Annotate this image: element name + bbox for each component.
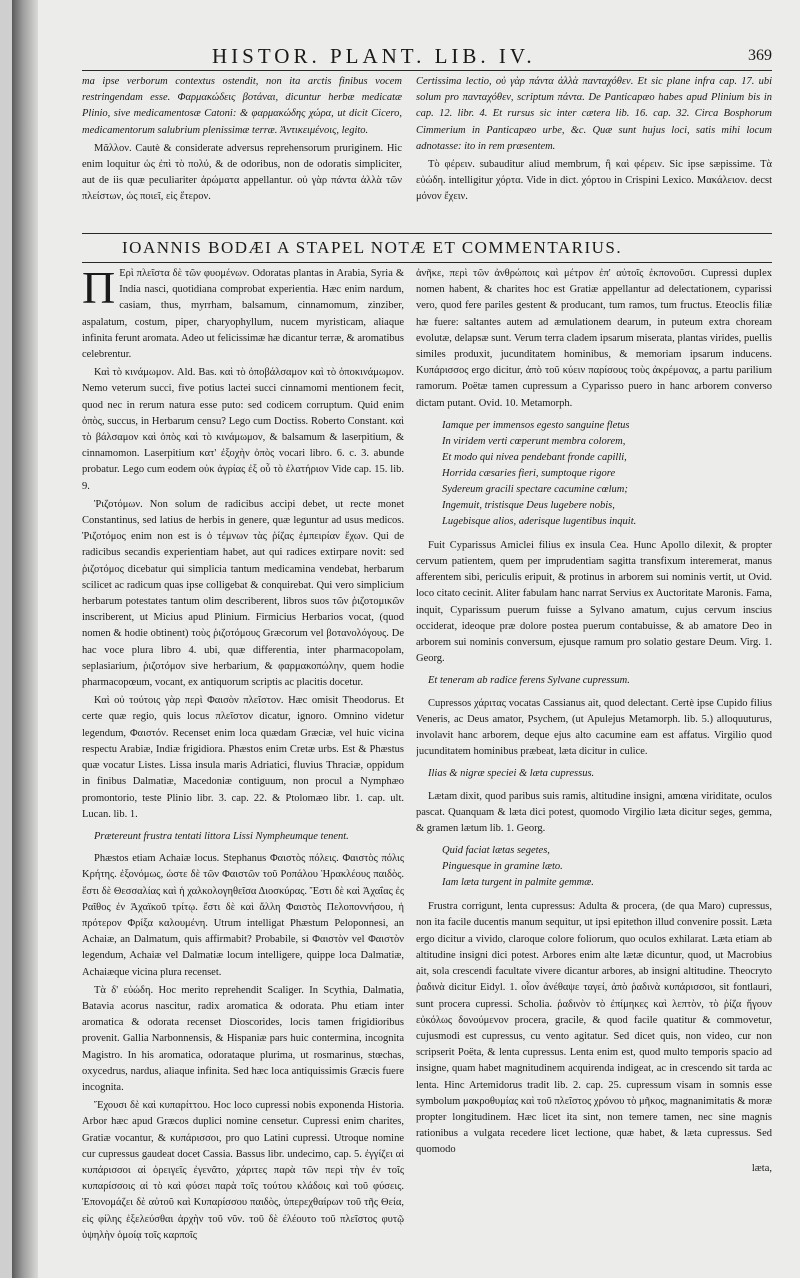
drop-cap: Π bbox=[82, 266, 116, 313]
left-quote-lucan: Prætereunt frustra tentati littora Lissi Nympheumque tenent. bbox=[94, 830, 349, 842]
verse-line: Et modo qui nivea pendebant fronde capilli, bbox=[442, 451, 627, 463]
right-paragraph-4: Lætam dixit, quod paribus suis ramis, altitudine insigni, amœna viriditate, oculos pascat. Quanquam & læta dici potest, quomodo Virgilio læta dicitur seges, gemma, & gramen lætum lib. 1. Georg. bbox=[416, 790, 772, 835]
verse-ovid bbox=[442, 418, 772, 530]
verse-line: Sydereum gracili spectare cacumine cœlum; bbox=[442, 483, 628, 495]
running-title: HISTOR. PLANT. LIB. IV. bbox=[212, 44, 536, 68]
verse-georgics bbox=[442, 843, 772, 891]
right-paragraph-1: ἀνῆκε, περὶ τῶν ἀνθρώποις καὶ μέτρον ἐπ' αὐτοῖς ἐκπονοῦσι. Cupressi duplex nomen habent, & charites hoc est Gratiæ appellantur ad delectationem, cyparissi vero, quod fere pariles gestent & producant, tum ramos, tum fructus. Eteoclis filiæ hæ fuere: saltantes autem ad æmulationem dearum, in puteum extra choream evolutæ, delapsæ sunt. Verum terra cladem ipsarum miserata, plantas virides, puellis similes produxit, jucunditatem hominibus, & memoriam ipsarum inducens. Κυπάρισσος ergo dicitur, ἀπὸ τοῦ κύειν παρίσους τοὺς ἀκρέμονας, a partu parilium ramorum. Poëtæ tamen cupressum a Cyparisso puero in hanc arborem converso dictam putant. Ovid. 10. Metamorph. bbox=[416, 268, 772, 409]
verse-line: Iamque per immensos egesto sanguine fletus bbox=[442, 419, 630, 431]
page-number: 369 bbox=[748, 47, 772, 64]
top-right-notes bbox=[416, 74, 772, 232]
header-rule bbox=[82, 70, 772, 71]
quote-culex: Ilias & nigræ speciei & læta cupressus. bbox=[428, 768, 595, 780]
left-paragraph-3: Ῥιζοτόμων. Non solum de radicibus accipi debet, ut recte monet Constantinus, sed latius de herbis in genere, quæ leguntur ad usus medicos. Ῥιζοτόμος enim non est is ὁ τέμνων τὰς ῥίζας ἐμπειρίαν ἔχων. Qui de radicibus secandis experientiam habet, aut qui radices extirpare novit: sed ῥιζοτόμος dicebatur qui simplicia tantum medicamina vendebat, herbarum scilicet ac radicum quas ipse colligebat & conquirebat. Qui vero simplicium herbarum potestates tantum olim describerent, libros suos τῶν ῥιζοτομικῶν inscriberent, ut Micius apud Plinium. Firmicius Herbarios vocat, (quod nomen & hodie obtinent) τοὺς ῥιζοτόμους Græcorum vel βοτανολόγους. De hac voce plura libro 4. ubi, quæ differentia, inter pharmacopolam, seplasiarium, ῥιζοτόμον sive herbarium, & φαρμακοπώλην, quem hodie pharmacopœum, vocant, ex antiquorum scriptis ac placitis docetur. bbox=[82, 498, 404, 689]
top-right-note-1: Certissima lectio, οὐ γὰρ πάντα ἀλλὰ πανταχόθεν. Et sic plane infra cap. 17. ubi solum pro πανταχόθεν, scriptum πάντα. De Panticapæo habes apud Plinium bis in cap. 12. libr. 4. Et rursus sic inter cætera lib. 16. cap. 32. Circa Bosphorum Cimmerium in Panticapæo urbe, &c. Quæ sunt hujus loci, satis mihi locum adnotasse: ito in rem præsentem. bbox=[416, 76, 772, 152]
catchword: læta, bbox=[751, 1162, 772, 1174]
verse-line: Quid faciat lætas segetes, bbox=[442, 845, 550, 857]
quote-virgil-georgics: Et teneram ab radice ferens Sylvane cupressum. bbox=[428, 675, 630, 687]
top-left-note-2: Μᾶλλον. Cautè & considerate adversus reprehensorum pruriginem. Hic enim loquitur ὡς ἐπὶ τὸ πολύ, & de odoribus, non de odoratis simpliciter, aut de iis quæ peculiariter ἀρώματα appellantur. οὐ γὰρ πάντα ἀλλὰ τῶν πλείστων, ὡς ποιεῖ, εἰς ἕτερον. bbox=[82, 142, 402, 203]
verse-line: Horrida cæsaries fieri, sumptoque rigore bbox=[442, 467, 616, 479]
right-paragraph-2: Fuit Cyparissus Amiclei filius ex insula Cea. Hunc Apollo dilexit, & propter cervum patientem, quem per imprudentiam sagitta transfixum interemerat, manus afferentem sibi, periculis eripuit, & protinus in arborem sui nominis vertit, ut Ovid. loco citato cecinit. Aliter fabulam hanc narrat Servius ex Auctoritate Maronis. Fama, inquit, Cyparissum puerum fuisse a Sylvano amatum, cujus cervum inscius occiderat, ideoque præ dolore postea puerum contabuisse, & ab amatore Deo in arborem sui nominis conversum, ejusque ramum pro solatio gestare Deum. Virg. 1. Georg. bbox=[416, 539, 772, 665]
verse-line: Ingemuit, tristisque Deus lugebere nobis, bbox=[442, 499, 615, 511]
left-commentary-column bbox=[82, 266, 404, 1272]
book-gutter-shadow bbox=[12, 0, 38, 1278]
top-left-notes bbox=[82, 74, 402, 232]
top-left-note-1: ma ipse verborum contextus ostendit, non ita arctis finibus vocem restringendam esse. Φαρμακώδεις βοτάναι, dicuntur herbæ medicatæ Plinio, sive medicamentosæ Catoni: & φαρμακώδης χώρα, ut dicit Cicero, medicamentorum salubrium plenissimæ terræ. Ἀντικειμένοις, legito. bbox=[82, 76, 402, 136]
book-page bbox=[12, 0, 800, 1278]
left-paragraph-5: Phæstos etiam Achaiæ locus. Stephanus Φαιστὸς πόλεις. Φαιστὸς πόλις Κρήτης. ἐξονόμως, ὡστε δὲ τῶν Φαιστῶν τοῦ Ροπάλου Ἡρακλέους παιδὸς. ἔστι δὲ Θεσσαλίας καὶ ἡ χαλκολογηθεῖσα Διοσκύρας. Ἔστι δὲ καὶ Ἀχαΐας ἐς Ραῖθος ἐν Ἀχαϊκοῦ τρίτῳ. ἔστι δὲ καὶ ἄλλη Φαιστὸς Πελοποννήσου, ἡ πρότερον Φρίξα καλουμένη. Utrum intelligat Phæstum Peloponnesi, an Achaiæ, an Dalmatum, quis affirmabit? Probabile, si Φαιστὸν vel Φαιστὸν legendum, Achaiæ vel Dalmatiæ locum intelligere, quippe loca Dalmatiæ, Achaiæque vicina plura recenset. bbox=[82, 853, 404, 978]
left-paragraph-2: Καὶ τὸ κινάμωμον. Ald. Bas. καὶ τὸ ὀποβάλσαμον καὶ τὸ ὀποκινάμωμον. Nemo veterum succi, five potius lactei succi cinnamomi mentionem fecit, quod nec in rerum natura esse puto: sed codicem corruptum. Quid enim ὀπὸς, succus, in Herbarum censu? Lego cum Doctiss. Roberto Constant. καὶ τὸ βάλσαμον καὶ ὀπὸς καὶ τὸ κινάμωμον, & balsamum & laserpitium, & cinnamomon. Laserpitium κατ' ἐξοχὴν ὀπὸς vocari libro. 6. c. 3. abunde probatur. Lego cum eodem οὐκ ἀγρίας ἐξ οὗ τὸ ἐλατήριον Vide cap. 15. lib. 9. bbox=[82, 367, 404, 492]
right-paragraph-5: Frustra corrigunt, lenta cupressus: Adulta & procera, (de qua Maro) cupressus, non ita facile ducentis manum sequitur, ut ipsi epitethon illud convenire possit. Læta ergo dicitur a vivido, claroque colore foliorum, quo oculos exhilarat. Læta etiam ab altitudine insigni dici potest. Arbores enim alte lætæ dicuntur, quod, ut Macrobius ait, sola crescendi facultate vivere dicantur arbores, ab insigni altitudine. Theocryto ῥαδινὰ dicitur Eidyl. 1. οἷον ἀνέθαψε ταγεί, ἀπὸ ῥαδινὰ κυπάρισσοι, sit fontlauri, sunt procera cupressi. Scholia. ῥαδινὸν τὸ ἐπίμηκες καὶ λεπτὸν, τὸ ῥίζα ἤγουν εὐκόλως δονούμενον procera, gracile, & quod facile quatitur & commovetur, cujusmodi est cupressus, cu vento agitatur. Sed dicet quis, non video, cur non scripserit Poëta, & lenta cupressus. Lenta enim est, quod multo temporis spacio ad insigne, quam habet magnitudinem acquirenda indigeat, ac in crescendo sit tarda ac lenta. Hinc Artemidorus tradit lib. 2. cap. 25. cupressum visam in somnis esse symbolum μακροθυμίας καὶ τοῦ πλεῖστος χρόνου τὸ μῆκος, magnanimitatis & moræ propter longitudinem. Hæc licet ita sint, non temere tamen, nec sine magnis rationibus a vulgata recedere licet lectione, quæ habet, & læta cupressus. Sed quomodo bbox=[416, 901, 772, 1156]
verse-line: Lugebisque alios, aderisque lugentibus inquit. bbox=[442, 515, 637, 527]
section-rule-top bbox=[82, 233, 772, 234]
right-commentary-column bbox=[416, 266, 772, 1272]
right-paragraph-3: Cupressos χάριτας vocatas Cassianus ait, quod delectant. Certè ipse Cupido filius Veneris, ac Deus amator, Psychem, (ut Apulejus Metamorph. lib. 5.) alloquuturus, involavit hanc arborem, deque ejus alto cacumine eam est affatus. Virgilio quod jucunditatem hominibus præbeat, læta dicitur in culice. bbox=[416, 697, 772, 758]
section-title: IOANNIS BODÆI A STAPEL NOTÆ ET COMMENTARIUS. bbox=[122, 238, 623, 257]
left-paragraph-4: Καὶ οὐ τούτοις γὰρ περὶ Φαισὸν πλεῖστον. Hæc omisit Theodorus. Et certe quæ regio, quis locus πλεῖστον dicatur, ignoro. Omnino videtur legendum, Φαιστόν. Recenset enim loca quædam Græciæ, vel huic vicina respectu Arabiæ, Indiæ frigidiora. Phæstos enim Cretæ urbs. Est & Phæstus quæ vocatur Listes. Lissa insula maris Adriatici, fluvius Thraciæ, oppidum in finibus Dalmatiæ, Macedoniæ contiguum, non procul a Nymphæo promontorio, teste Plinio libr. 3. cap. 22. & Ptolomæo libr. 1. cap. ult. Lucan. lib. 1. bbox=[82, 695, 404, 820]
verse-line: Pinguesque in gramine læto. bbox=[442, 861, 563, 873]
section-rule-bottom bbox=[82, 262, 772, 263]
left-paragraph-7: Ἔχουσι δὲ καὶ κυπαρίττου. Hoc loco cupressi nobis exponenda Historia. Arbor hæc apud Græcos duplici nomine censetur. Cupressi enim charites, Gratiæ vocantur, & κυπάρισσοι, pro quo Latini cupressi. Utroque nomine cur cupressus gaudeat docet Cassia. Bassus libr. undecimo, cap. 5. ἐγγίζει αἱ κυπάρισσοι αἱ ὀρειγεῖς ἐγενᾶτο, χάριτες παρὰ τῶν περὶ τὴν ἐν τοῖς κυπαρίσσοις αἱ τὸ καὶ φύσει παρὰ τοῖς τούτου κλάδοις καὶ τοῦ φύσεις. Ἐπονομάζει δὲ αὐτοῦ καὶ Κυπαρίσσου παιδὸς, ὑπερεχθαίρων τοῦ τῆς Θεία, εἰς φίλης ἐξελεύσθαι ἀρχὴν τοῦ νῦν. τοῦ δὲ ἐλέουτο τοῦ πλεῖστος φυτῷ ὑψηλὴν ὁμοίᾳ τοῖς καρποῖς bbox=[82, 1100, 404, 1241]
left-paragraph-1: Ερὶ πλεῖστα δὲ τῶν φυομένων. Odoratas plantas in Arabia, Syria & India nasci, quotidiana comprobat experientia. Hæc enim nardum, casiam, thus, myrrham, balsamum, cinnamomum, zinziber, aspalatum, costum, piper, charyophyllum, nucem myristicam, aliaque infinita ferunt aromata. Adeo ut felicissimæ hæ dicantur terræ, & aromatibus celebrentur. bbox=[82, 268, 404, 361]
verse-line: Iam læta turgent in palmite gemmæ. bbox=[442, 877, 594, 889]
left-paragraph-6: Τὰ δ' εὐώδη. Hoc merito reprehendit Scaliger. In Scythia, Dalmatia, Batavia acorus nascitur, radix aromatica & odorata. Phu etiam inter aromatica & odorata recenset Dioscorides, locis tamen frigidioribus provenit. Gallia Narbonnensis, & Hispaniæ pars huic contermina, incognita Magistro. In his aromatica, odorataque plurima, ut rosmarinus, stœchas, oxycedrus, nardus, aliaque infinita. Sed hæc loca antiquissimis Græcis fuere incognita. bbox=[82, 984, 404, 1093]
top-right-note-2: Τὸ φέρειν. subauditur aliud membrum, ἢ καὶ φέρειν. Sic ipse sæpissime. Τὰ εὐώδη. intelligitur χόρτα. Vide in dict. χόρτου in Crispini Lexico. Μακάλειον. decst μόνον ἔχειν. bbox=[416, 159, 772, 203]
verse-line: In viridem verti cœperunt membra colorem, bbox=[442, 435, 626, 447]
